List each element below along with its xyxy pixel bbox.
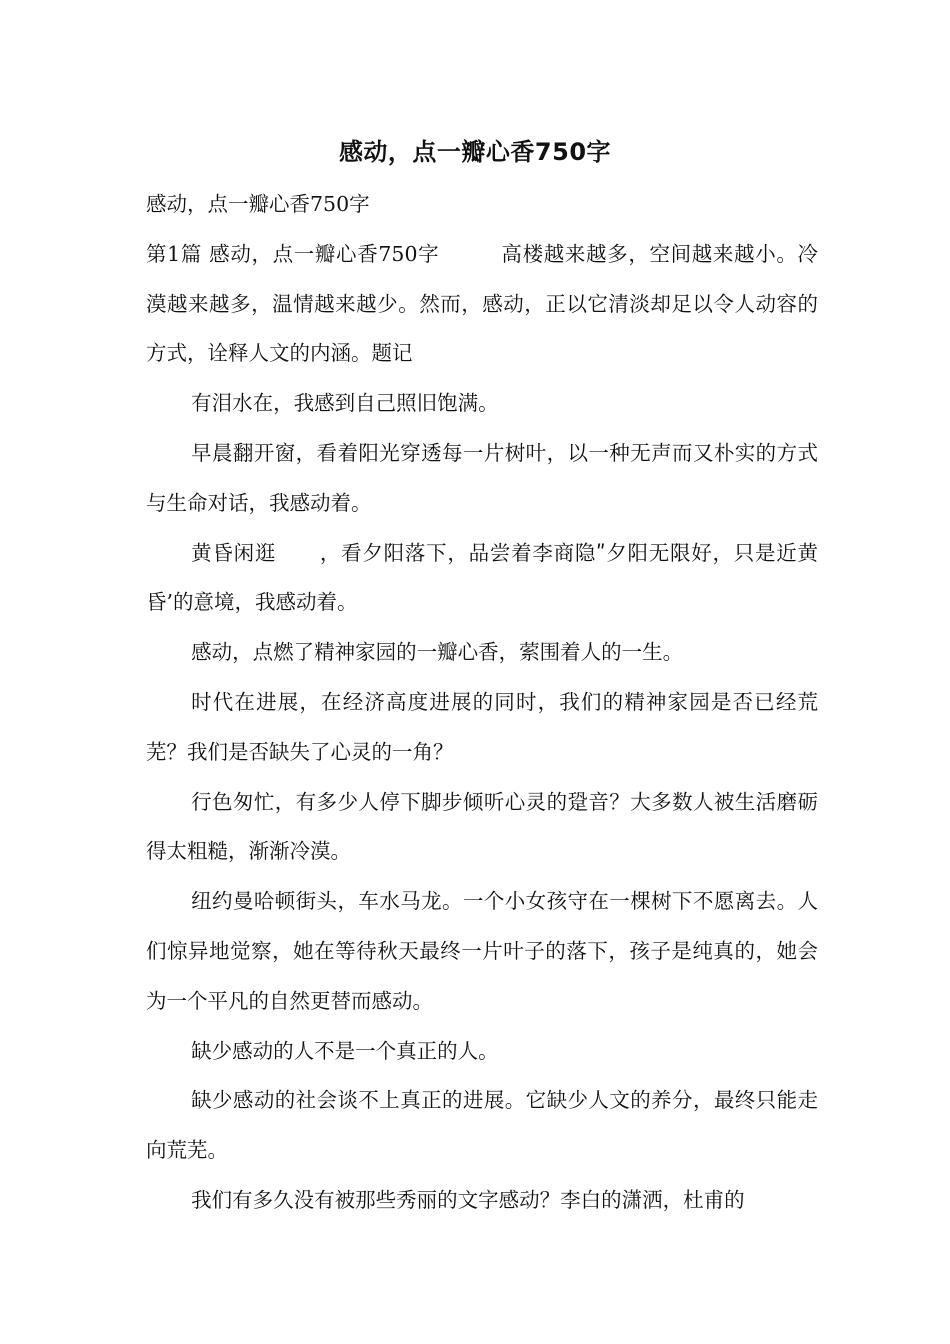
paragraph: 时代在进展，在经济高度进展的同时，我们的精神家园是否已经荒芜？我们是否缺失了心灵的一角？ xyxy=(146,689,818,764)
intro-text: 高楼越来越多，空间越来越小。冷漠越来越多，温情越来越少。然而，感动，正以它清淡却足以令人动容的方式，诠释人文的内涵。题记 xyxy=(146,241,818,366)
document-body xyxy=(146,180,818,1226)
chapter-title: 感动，点一瓣心香750字 xyxy=(209,241,440,266)
chapter-label: 第1篇 xyxy=(146,241,202,266)
paragraph: 纽约曼哈顿街头，车水马龙。一个小女孩守在一棵树下不愿离去。人们惊异地觉察，她在等待秋天最终一片叶子的落下，孩子是纯真的，她会为一个平凡的自然更替而感动。 xyxy=(146,889,818,1013)
paragraph: 行色匆忙，有多少人停下脚步倾听心灵的跫音？大多数人被生活磨砺得太粗糙，渐渐冷漠。 xyxy=(146,789,818,864)
paragraph: 缺少感动的人不是一个真正的人。 xyxy=(191,1038,499,1063)
document-subtitle: 感动，点一瓣心香750字 xyxy=(146,192,370,216)
paragraph: 早晨翻开窗，看着阳光穿透每一片树叶，以一种无声而又朴实的方式与生命对话，我感动着。 xyxy=(146,440,818,515)
chapter-intro-paragraph xyxy=(146,230,818,379)
document-title: 感动，点一瓣心香750字 xyxy=(338,138,612,166)
paragraph: 我们有多久没有被那些秀丽的文字感动？李白的潇洒，杜甫的 xyxy=(191,1187,745,1212)
paragraph xyxy=(146,529,818,629)
paragraph: 感动，点燃了精神家园的一瓣心香，萦围着人的一生。 xyxy=(191,640,684,665)
paragraph: 有泪水在，我感到自己照旧饱满。 xyxy=(191,391,499,416)
paragraph: 缺少感动的社会谈不上真正的进展。它缺少人文的养分，最终只能走向荒芜。 xyxy=(146,1088,818,1163)
paragraph-part: 黄昏闲逛 xyxy=(191,540,277,565)
paragraph-part: ，看夕阳落下，品尝着李商隐ʺ夕阳无限好，只是近黄昏’的意境，我感动着。 xyxy=(146,540,819,615)
